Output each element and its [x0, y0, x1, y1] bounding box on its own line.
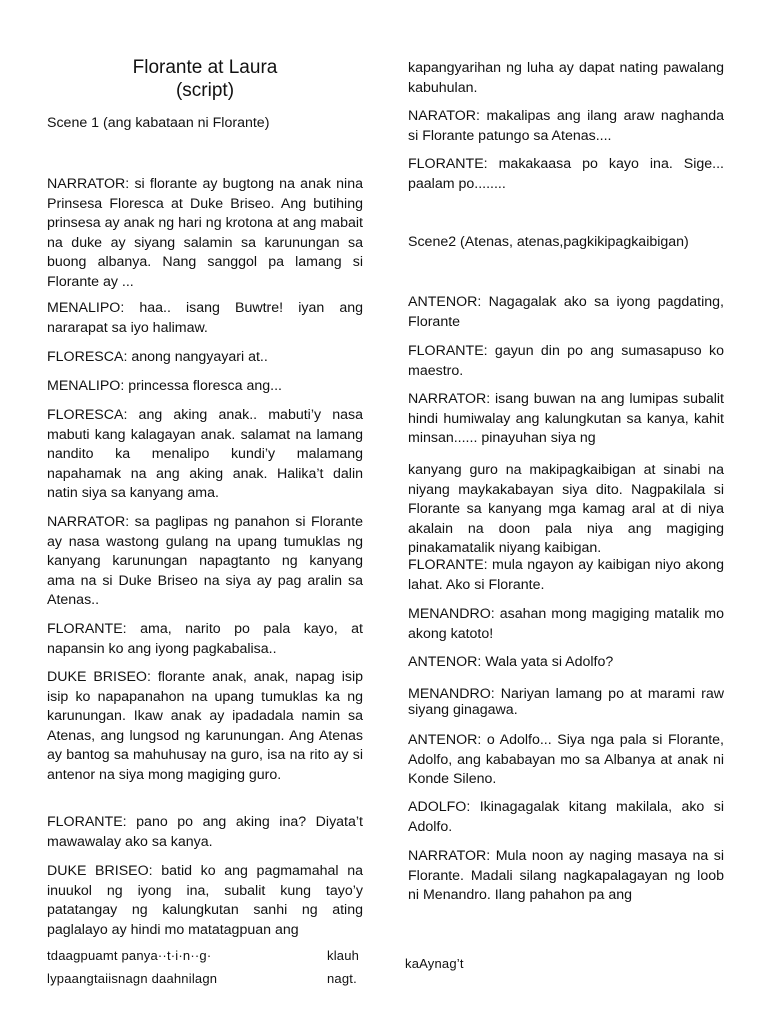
- paragraph: MENALIPO: haa.. isang Buwtre! iyan ang nararapat sa iyo halimaw.: [47, 300, 363, 336]
- scene-heading: Scene 1 (ang kabataan ni Florante): [47, 115, 270, 131]
- paragraph: MENANDRO: asahan mong magiging matalik mo akong katoto!: [408, 606, 724, 642]
- paragraph: FLORANTE: makakaasa po kayo ina. Sige... paalam po........: [408, 156, 724, 192]
- paragraph: ANTENOR: Nagagalak ako sa iyong pagdating, Florante: [408, 294, 724, 330]
- paragraph: FLORANTE: pano po ang aking ina? Diyata’t mawawalay ako sa kanya.: [47, 814, 363, 850]
- paragraph: NARRATOR: si florante ay bugtong na anak nina Prinsesa Floresca at Duke Briseo. Ang butihing prinsesa ay anak ng hari ng krotona at ang mabait na duke ay siyang salamin sa karunungan sa buong albanya. Nang sanggol pa lamang si Florante ay ...: [47, 176, 363, 290]
- paragraph: NARRATOR: isang buwan na ang lumipas subalit hindi humiwalay ang kalungkutan sa kanya, kahit minsan...... pinayuhan siya ng: [408, 391, 724, 447]
- paragraph: FLORESCA: anong nangyayari at..: [47, 349, 268, 365]
- paragraph: MENALIPO: princessa floresca ang...: [47, 378, 282, 394]
- paragraph: NARRATOR: Mula noon ay naging masaya na si Florante. Madali silang nagkapalagayan ng loob ni Menandro. Ilang pahahon pa ang: [408, 848, 724, 904]
- document-title: Florante at Laura: [132, 57, 278, 78]
- paragraph: DUKE BRISEO: florante anak, anak, napag isip isip ko napapanahon na upang tumuklas ka ng karunungan. Ikaw anak ay ipadadala namin sa Atenas, ang lungsod ng karunungan. Ang Atenas ay bantog sa mahuhusay na guro, isa na rito ay si antenor na siya mong magiging guro.: [47, 669, 363, 783]
- paragraph: FLORANTE: mula ngayon ay kaibigan niyo akong lahat. Ako si Florante.: [408, 557, 724, 593]
- paragraph: FLORANTE: gayun din po ang sumasapuso ko maestro.: [408, 343, 724, 379]
- paragraph: ANTENOR: Wala yata si Adolfo?: [408, 654, 614, 670]
- paragraph: MENANDRO: Nariyan lamang po at marami raw siyang ginagawa.: [408, 686, 724, 718]
- garbled-text-line1-right: klauh: [327, 948, 360, 963]
- paragraph: FLORANTE: ama, narito po pala kayo, at napansin ko ang iyong pagkabalisa..: [47, 621, 363, 657]
- paragraph: ANTENOR: o Adolfo... Siya nga pala si Florante, Adolfo, ang kababayan mo sa Albanya at anak ni Konde Sileno.: [408, 732, 724, 788]
- paragraph: ADOLFO: Ikinagagalak kitang makilala, ako si Adolfo.: [408, 799, 724, 835]
- paragraph: kapangyarihan ng luha ay dapat nating pawalang kabuhulan.: [408, 60, 724, 96]
- paragraph: FLORESCA: ang aking anak.. mabuti’y nasa mabuti kang kalagayan anak. salamat na lamang nandito ka menalipo kundi’y malamang napahamak na ang aking anak. Halika’t dalin natin siya sa kanyang ama.: [47, 407, 363, 502]
- paragraph: DUKE BRISEO: batid ko ang pagmamahal na inuukol ng iyong ina, subalit kung tayo’y patatangay ng kalungkutan sanhi ng ating paglalayo ay hindi mo matatagpuan ang: [47, 863, 363, 938]
- garbled-text-line2-left: lypaangtaiisnagn daahnilagn: [47, 971, 218, 986]
- scene-heading: Scene2 (Atenas, atenas,pagkikipagkaibigan): [408, 234, 689, 250]
- garbled-text-line2-right: nagt.: [327, 971, 357, 986]
- paragraph: NARRATOR: sa paglipas ng panahon si Florante ay nasa wastong gulang na upang tumuklas ng kanyang karunungan napagtanto ng kanyang ama na si Duke Briseo na siya ay pag aralin sa Atenas..: [47, 514, 363, 609]
- garbled-text-right: kaAynag’t: [405, 956, 464, 971]
- paragraph: NARATOR: makalipas ang ilang araw naghanda si Florante patungo sa Atenas....: [408, 108, 724, 144]
- garbled-text-line1-left: tdaagpuamt panya··t·i·n··g·: [47, 948, 212, 963]
- document-subtitle: (script): [175, 80, 235, 101]
- paragraph: kanyang guro na makipagkaibigan at sinabi na niyang maykakabayan siya dito. Nagpakilala si Florante sa kanyang mga kamag aral at di niya akalain na doon pala niya ang magiging pinakamatalik niyang kaibigan.: [408, 462, 724, 557]
